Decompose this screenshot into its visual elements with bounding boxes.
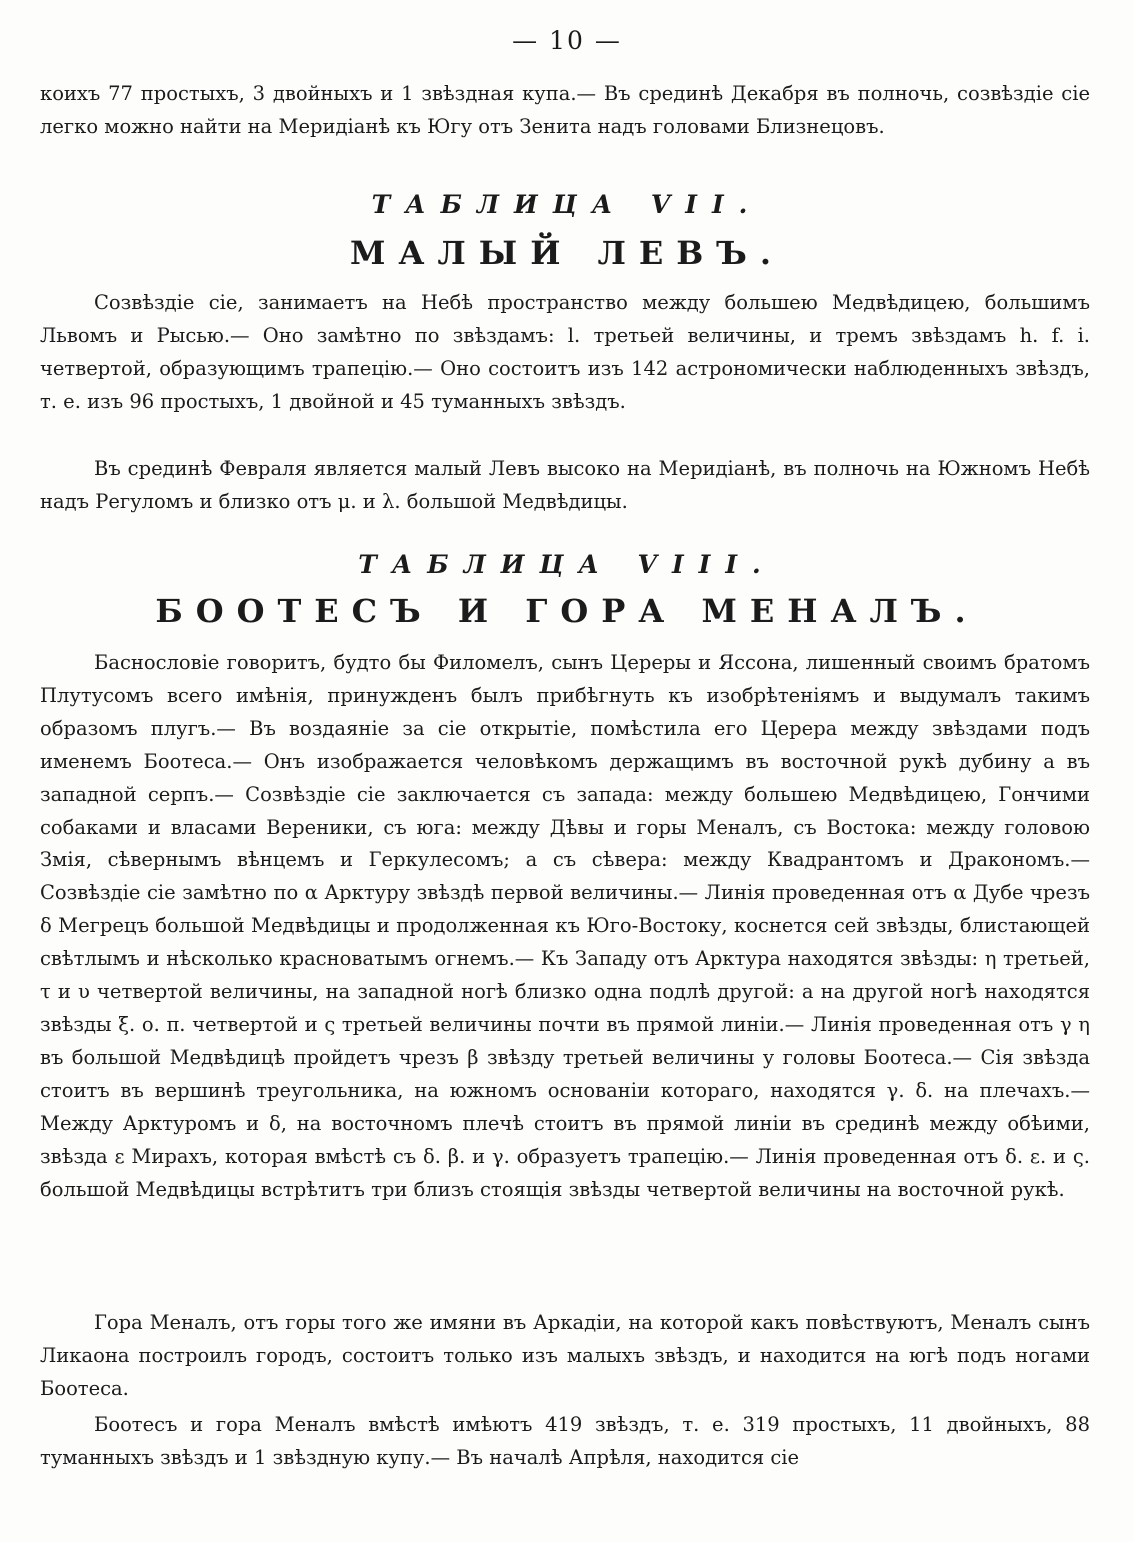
section-title-bootes: БООТЕСЪ И ГОРА МЕНАЛЪ. (155, 592, 979, 630)
paragraph-star-counts: Боотесъ и гора Меналъ вмѣстѣ имѣютъ 419 звѣздъ, т. е. 319 простыхъ, 11 двойныхъ, 88 туманныхъ звѣздъ и 1 звѣздную купу.— Въ началѣ Апрѣля, находится сіе (40, 1413, 1090, 1469)
paragraph-continuation: коихъ 77 простыхъ, 3 двойныхъ и 1 звѣздная купа.— Въ срединѣ Декабря въ полночь, созвѣздіе сіе легко можно найти на Меридіанѣ къ Югу отъ Зенита надъ головами Близнецовъ. (40, 82, 1090, 138)
table-vii-label: ТАБЛИЦА VII. (371, 190, 763, 219)
paragraph-leo-minor-visibility: Въ срединѣ Февраля является малый Левъ высоко на Меридіанѣ, въ полночь на Южномъ Небѣ надъ Регуломъ и близко отъ μ. и λ. большой Медвѣдицы. (40, 457, 1090, 513)
paragraph-mount-menalus: Гора Меналъ, отъ горы того же имяни въ Аркадіи, на которой какъ повѣствуютъ, Меналъ сынъ Ликаона построилъ городъ, состоитъ только изъ малыхъ звѣздъ, и находится на югѣ подъ ногами Боотеса. (40, 1311, 1090, 1400)
section-title-leo-minor: МАЛЫЙ ЛЕВЪ. (349, 234, 785, 272)
page-number: — 10 — (512, 26, 622, 55)
paragraph-bootes-description: Баснословіе говоритъ, будто бы Филомелъ, сынъ Цереры и Яссона, лишенный своимъ братомъ Плутусомъ всего имѣнія, принужденъ былъ прибѣгнуть къ изобрѣтеніямъ и выдумалъ такимъ образомъ плугъ.— Въ воздаяніе за сіе открытіе, помѣстила его Церера между звѣздами подъ именемъ Боотеса.— Онъ изображается человѣкомъ держащимъ въ восточной рукѣ дубину а въ западной серпъ.— Созвѣздіе сіе заключается съ запада: между большею Медвѣдицею, Гончими собаками и власами Вереники, съ юга: между Дѣвы и горы Меналъ, съ Востока: между головою Змія, сѣвернымъ вѣнцемъ и Геркулесомъ; а съ сѣвера: между Квадрантомъ и Дракономъ.— Созвѣздіе сіе замѣтно по α Арктуру звѣздѣ первой величины.— Линія проведенная отъ α Дубе чрезъ δ Мегрецъ большой Медвѣдицы и продолженная къ Юго-Востоку, коснется сей звѣзды, блистающей свѣтлымъ и нѣсколько красноватымъ огнемъ.— Къ Западу отъ Арктура находятся звѣзды: η третьей, τ и υ четвертой величины, на западной ногѣ близко одна подлѣ другой: а на другой ногѣ находятся звѣзды ξ. ο. π. четвертой и ς третьей величины почти въ прямой линіи.— Линія проведенная отъ γ η въ большой Медвѣдицѣ пройдетъ чрезъ β звѣзду третьей величины у головы Боотеса.— Сія звѣзда стоитъ въ вершинѣ треугольника, на южномъ основаніи котораго, находятся γ. δ. на плечахъ.— Между Арктуромъ и δ, на восточномъ плечѣ стоитъ въ прямой линіи въ срединѣ между обѣими, звѣзда ε Мирахъ, которая вмѣстѣ съ δ. β. и γ. образуетъ трапецію.— Линія проведенная отъ δ. ε. и ς. большой Медвѣдицы встрѣтитъ три близъ стоящія звѣзды четвертой величины на восточной рукѣ. (40, 651, 1090, 1201)
paragraph-leo-minor-description: Созвѣздіе сіе, занимаетъ на Небѣ пространство между большею Медвѣдицею, большимъ Львомъ и Рысью.— Оно замѣтно по звѣздамъ: l. третьей величины, и тремъ звѣздамъ h. f. i. четвертой, образующимъ трапецію.— Оно состоитъ изъ 142 астрономически наблюденныхъ звѣздъ, т. е. изъ 96 простыхъ, 1 двойной и 45 туманныхъ звѣздъ. (40, 291, 1090, 413)
table-viii-label: ТАБЛИЦА VIII. (358, 550, 776, 579)
